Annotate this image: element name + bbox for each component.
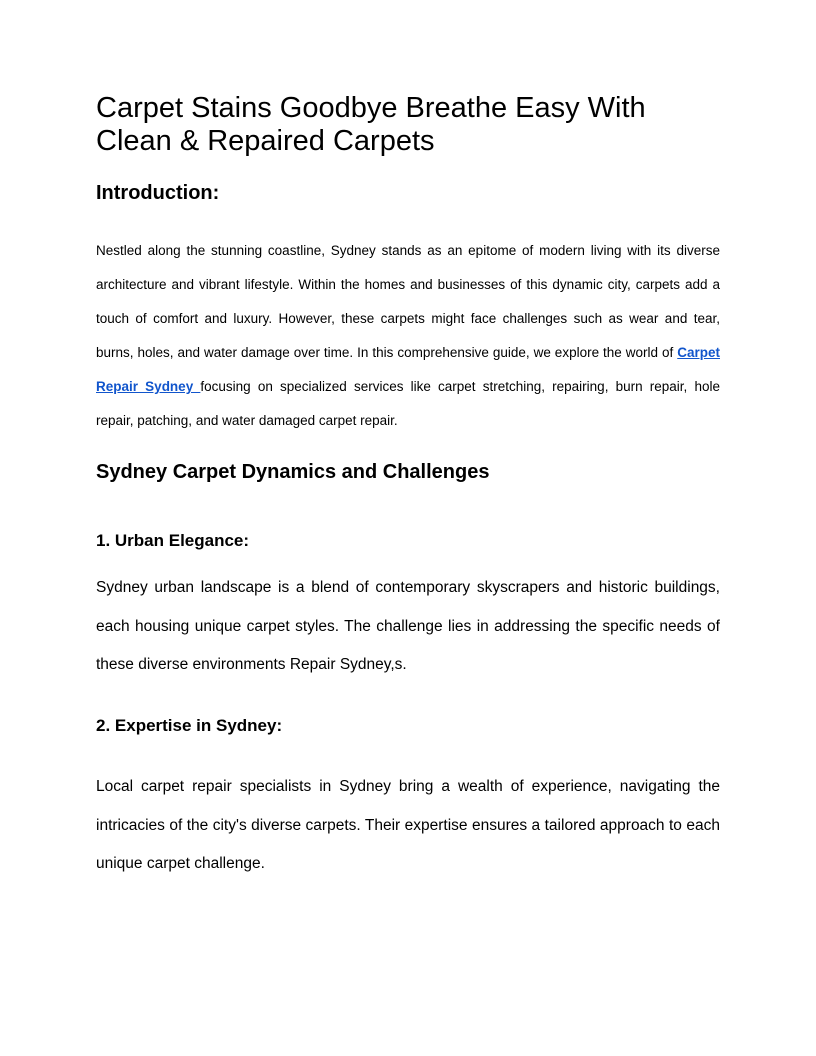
- intro-text-after-link: focusing on specialized services like carpet stretching, repairing, burn repair, hole repair, patching, and water damaged carpet repair.: [96, 379, 720, 428]
- expertise-paragraph: Local carpet repair specialists in Sydney bring a wealth of experience, navigating the intricacies of the city's diverse carpets. Their expertise ensures a tailored approach to each unique carpet challenge.: [96, 778, 720, 872]
- carpet-repair-sydney-link[interactable]: Carpet Repair Sydney: [96, 345, 720, 394]
- intro-paragraph: [96, 234, 720, 438]
- document-title: Carpet Stains Goodbye Breathe Easy With Clean & Repaired Carpets: [96, 92, 646, 157]
- expertise-heading: 2. Expertise in Sydney:: [96, 716, 283, 735]
- urban-elegance-paragraph: Sydney urban landscape is a blend of contemporary skyscrapers and historic buildings, each housing unique carpet styles. The challenge lies in addressing the specific needs of these diverse environments Repair Sydney,s.: [96, 579, 720, 673]
- intro-heading: Introduction:: [96, 182, 220, 204]
- urban-elegance-heading: 1. Urban Elegance:: [96, 531, 250, 550]
- intro-text-before-link: Nestled along the stunning coastline, Sydney stands as an epitome of modern living with its diverse architecture and vibrant lifestyle. Within the homes and businesses of this dynamic city, carpets add a touch of comfort and luxury. However, these carpets might face challenges such as wear and tear, burns, holes, and water damage over time. In this comprehensive guide, we explore the world of: [96, 243, 720, 360]
- section-heading: Sydney Carpet Dynamics and Challenges: [96, 461, 490, 483]
